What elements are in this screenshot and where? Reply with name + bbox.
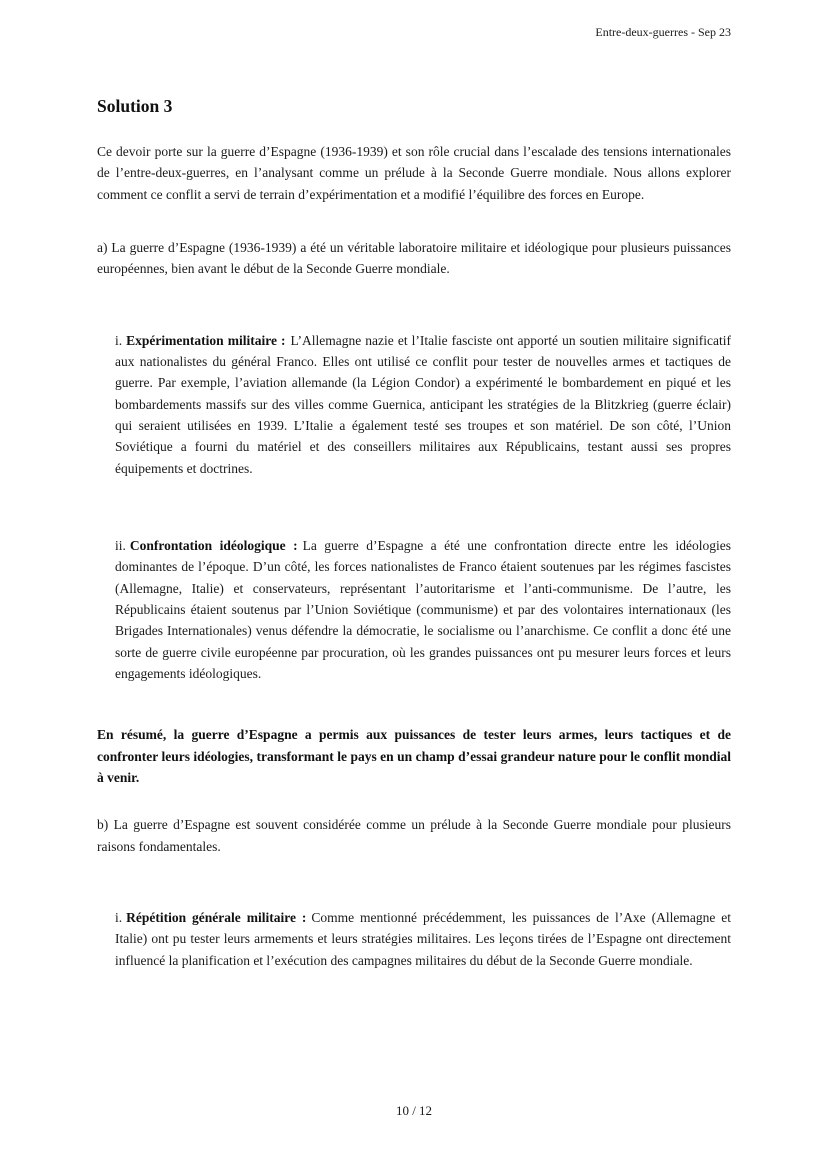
list-item-b-i [115,907,731,971]
intro-paragraph: Ce devoir porte sur la guerre d’Espagne (1936-1939) et son rôle crucial dans l’escalade des tensions internationales de l’entre-deux-guerres, en l’analysant comme un prélude à la Seconde Guerre mondiale. Nous allons explorer comment ce conflit a servi de terrain d’expérimentation et a modifié l’équilibre des forces en Europe. [97,144,731,202]
section-b-intro: b) La guerre d’Espagne est souvent considérée comme un prélude à la Seconde Guerre mondiale pour plusieurs raisons fondamentales. [97,817,731,854]
item-lead: Confrontation idéologique : [129,537,298,553]
item-lead: Expérimentation militaire : [126,332,286,348]
item-marker: ii. [115,537,126,553]
item-text: L’Allemagne nazie et l’Italie fasciste ont apporté un soutien militaire significatif aux nationalistes du général Franco. Elles ont utilisé ce conflit pour tester de nouvelles armes et tactiques de guerre. Par exemple, l’aviation allemande (la Légion Condor) a expérimenté le bombardement en piqué et les bombardements massifs sur des villes comme Guernica, anticipant les stratégies de la Blitzkrieg (guerre éclair) qui seraient utilisées en 1939. L’Italie a également testé ses troupes et son matériel. De son côté, l’Union Soviétique a fourni du matériel et des conseillers militaires aux Républicains, testant aussi ses propres équipements et doctrines. [115,332,731,476]
section-a-summary: En résumé, la guerre d’Espagne a permis aux puissances de tester leurs armes, leurs tactiques et de confronter leurs idéologies, transformant le pays en un champ d’essai grandeur nature pour le conflit mondial à venir. [97,727,731,785]
list-item-a-i [115,330,731,479]
page-number: 10 / 12 [395,1103,433,1118]
section-a-intro: a) La guerre d’Espagne (1936-1939) a été un véritable laboratoire militaire et idéologique pour plusieurs puissances européennes, bien avant le début de la Seconde Guerre mondiale. [97,239,731,277]
item-text: Comme mentionné précédemment, les puissances de l’Axe (Allemagne et Italie) ont pu tester leurs armements et leurs stratégies militaires. Les leçons tirées de l’Espagne ont directement influencé la planification et l’exécution des campagnes militaires du début de la Seconde Guerre mondiale. [115,909,731,968]
item-marker: i. [115,909,123,925]
page-footer [0,1103,828,1119]
page-header [97,25,731,40]
header-running-title: Entre-deux-guerres - Sep 23 [595,25,731,39]
item-marker: i. [115,332,123,348]
item-text: La guerre d’Espagne a été une confrontation directe entre les idéologies dominantes de l’époque. D’un côté, les forces nationalistes de Franco étaient soutenues par les régimes fascistes (Allemagne, Italie) et conservateurs, représentant l’autoritarisme et l’anti-communisme. De l’autre, les Républicains étaient soutenus par l’Union Soviétique (communisme) et par des volontaires internationaux (les Brigades Internationales) venus défendre la démocratie, le socialisme ou l’anarchisme. Ce conflit a donc été une sorte de guerre civile européenne par procuration, où les grandes puissances ont pu mesurer leurs forces et leurs engagements idéologiques. [115,537,732,681]
item-lead: Répétition générale militaire : [126,909,307,925]
page-title: Solution 3 [97,96,173,116]
list-item-a-ii [115,535,731,684]
